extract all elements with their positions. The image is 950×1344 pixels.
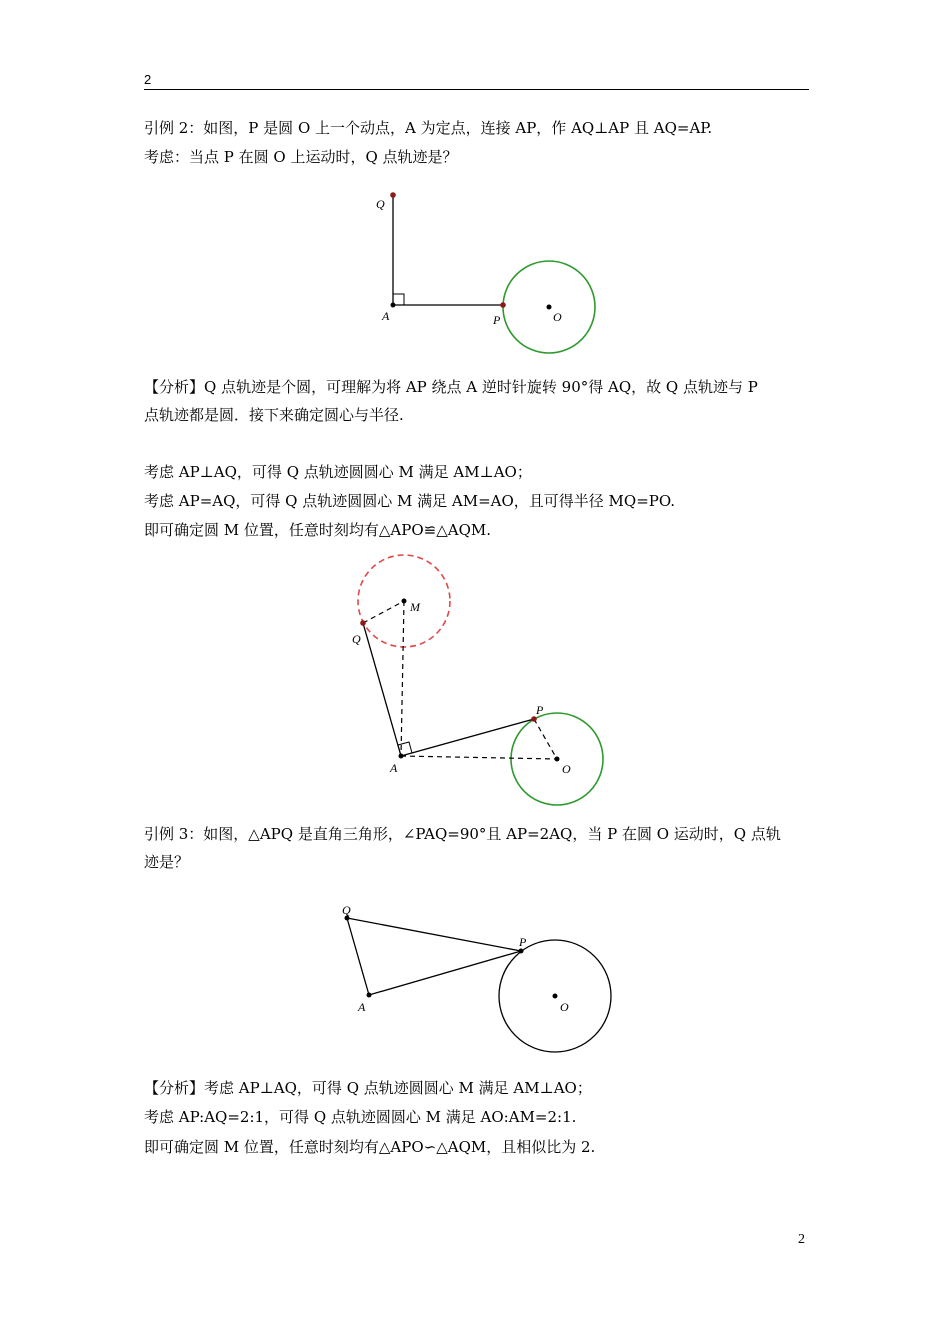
example2-question: 考虑：当点 P 在圆 O 上运动时，Q 点轨迹是？ <box>144 148 458 166</box>
segment-AP <box>401 719 534 756</box>
label-A: A <box>390 761 398 775</box>
label-Q: Q <box>352 632 361 646</box>
triangle-APQ <box>347 918 521 995</box>
point-P <box>519 949 524 954</box>
label-O: O <box>553 310 562 324</box>
label-M: M <box>410 600 420 614</box>
point-A <box>399 754 404 759</box>
example2-statement: 引例 2：如图，P 是圆 O 上一个动点，A 为定点，连接 AP，作 AQ⊥AP 且 AQ=AP. <box>144 119 713 137</box>
figure1 <box>376 192 595 353</box>
consider-perpendicular: 考虑 AP⊥AQ，可得 Q 点轨迹圆圆心 M 满足 AM⊥AO； <box>144 463 532 481</box>
point-M <box>402 599 407 604</box>
consider-equal: 考虑 AP=AQ，可得 Q 点轨迹圆圆心 M 满足 AM=AO，且可得半径 MQ=PO. <box>144 492 676 510</box>
footer-page-number: 2 <box>798 1232 805 1247</box>
example3-question: 迹是？ <box>144 853 190 871</box>
analysis2-line2: 考虑 AP:AQ=2:1，可得 Q 点轨迹圆圆心 M 满足 AO:AM=2:1. <box>144 1108 577 1126</box>
analysis1-line2: 点轨迹都是圆．接下来确定圆心与半径. <box>144 406 404 424</box>
point-Q <box>390 192 396 198</box>
point-O <box>555 757 560 762</box>
segment-PO <box>534 719 557 759</box>
figure3 <box>342 903 611 1052</box>
header-page-number: 2 <box>144 72 152 87</box>
label-P: P <box>536 703 544 717</box>
label-O: O <box>562 762 571 776</box>
segment-AO <box>401 756 557 759</box>
figure2 <box>352 555 603 805</box>
point-P <box>531 716 537 722</box>
point-P <box>500 302 506 308</box>
label-Q: Q <box>376 197 385 211</box>
example3-statement: 引例 3：如图，△APQ 是直角三角形，∠PAQ=90°且 AP=2AQ，当 P 在圆 O 运动时，Q 点轨 <box>144 825 781 843</box>
point-O <box>547 305 552 310</box>
point-A <box>391 303 396 308</box>
point-O <box>553 994 558 999</box>
analysis2-line3: 即可确定圆 M 位置，任意时刻均有△APO∽△AQM，且相似比为 2. <box>144 1138 596 1156</box>
label-A: A <box>382 309 390 323</box>
point-Q <box>360 620 366 626</box>
label-P: P <box>519 935 527 949</box>
label-Q: Q <box>342 903 351 917</box>
segment-MA <box>401 601 404 756</box>
label-A: A <box>358 1000 366 1014</box>
analysis1-line1: 【分析】Q 点轨迹是个圆，可理解为将 AP 绕点 A 逆时针旋转 90°得 AQ，故 Q 点轨迹与 P <box>144 378 758 396</box>
conclusion-congruent: 即可确定圆 M 位置，任意时刻均有△APO≌△AQM. <box>144 521 492 539</box>
analysis2-line1: 【分析】考虑 AP⊥AQ，可得 Q 点轨迹圆圆心 M 满足 AM⊥AO； <box>144 1079 592 1097</box>
point-A <box>367 993 372 998</box>
segment-QM <box>363 601 404 623</box>
label-P: P <box>493 313 501 327</box>
segment-AQ <box>363 623 401 756</box>
label-O: O <box>560 1000 569 1014</box>
